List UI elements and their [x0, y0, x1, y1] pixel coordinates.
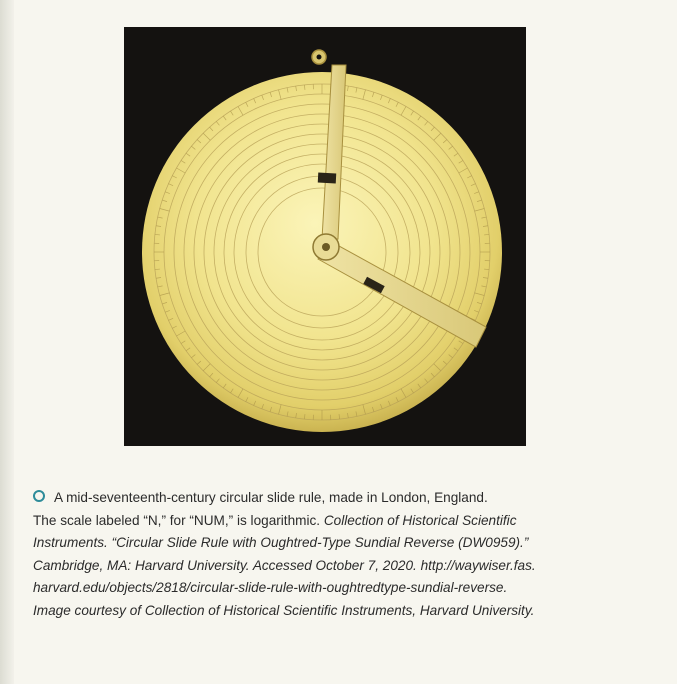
- caption-line-4: Cambridge, MA: Harvard University. Accessed October 7, 2020. http://waywiser.fas.: [33, 557, 536, 573]
- caption-credit: Image courtesy of Collection of Historical Scientific Instruments, Harvard University.: [33, 602, 535, 618]
- arm-joint-shadow: [318, 173, 336, 184]
- figure-caption: [33, 487, 653, 623]
- caption-line-5: harvard.edu/objects/2818/circular-slide-rule-with-oughtredtype-sundial-reverse.: [33, 580, 508, 596]
- caption-line-2: The scale labeled “N,” for “NUM,” is logarithmic. Collection of Historical Scientific: [33, 512, 517, 528]
- caption-bullet-icon: [33, 490, 45, 502]
- page-edge-shadow: [0, 0, 14, 684]
- caption-line-3: Instruments. “Circular Slide Rule with Oughtred-Type Sundial Reverse (DW0959).”: [33, 535, 529, 551]
- slide-rule-illustration: [124, 27, 526, 446]
- slide-rule-photo: [124, 27, 526, 446]
- caption-line-1: A mid-seventeenth-century circular slide rule, made in London, England.: [33, 487, 653, 510]
